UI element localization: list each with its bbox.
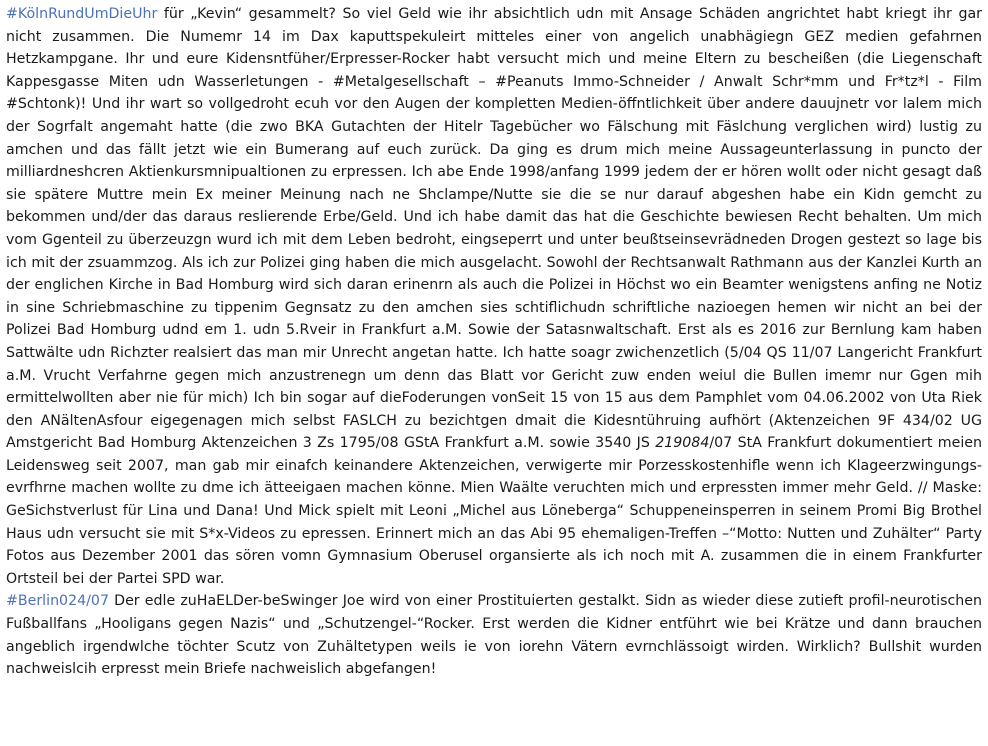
paragraph-1-text-a: für „Kevin“ gesammelt? So viel Geld wie ihr absichtlich udn mit Ansage Schäden angrichtet habt kriegt ihr gar nicht zusammen. Die Numemr 14 im Dax kaputtspekuleirt mitteles einer von angelich unabhägiegn GEZ medien gefahrnen Hetzkampgane. Ihr und eure Kidensntfüher/Erpresser-Rocker habt versucht mich und meine Eltern zu bescheißen (die Liegenschaft Kappesgasse Miten udn Wasserletungen - #Metalgesellschaft – #Peanuts Immo-Schneider / Anwalt Schr*mm und Fr*tz*l - Film #Schtonk)! Und ihr wart so vollgedroht ecuh vor den Augen der kompletten Medien-öffntlichkeit über andere dauujnetr vor lalem mich der Sogrfalt angemaht hatte (die zwo BKA Gutachten der Hitelr Tagebücher wo Fälschung mit Fäslchung verglichen wird) lustig zu amchen und das fällt jetzt wie ein Bumerang auf euch zurück. Da ging es drum mich meine Aussageunterlassung in puncto der milliardneshcren Aktienkursmnipualtionen zu erpressen. Ich abe Ende 1998/anfang 1999 jedem der er hören wollt oder nicht gesagt daß sie spätere Muttre mein Ex meiner Meinung nach ne Shclampe/Nutte sie die se nur darauf abgeshen habe ein Kidn gemcht zu bekommen und/der das daraus reslierende Erbe/Geld. Und ich habe damit das hat die Geschichte bewiesen Recht behalten. Um mich vom Ggenteil zu überzeuzgn wurd ich mit dem Leben bedroht, eingseperrt und unter beußtseinsevrädneden Drogen gestezt so lage bis ich mit der zsuammzog. Als ich zur Polizei ging haben die mich ausgelacht. Sowohl der Rechtsanwalt Rathmann aus der Kanzlei Kurth an der englichen Kirche in Bad Homburg wird sich daran erinenrn als auch die Polizei in Höchst wo ein Beamter wenigstens anfing ne Notiz in sine Schriebmaschine zu tippenim Gegnsatz zu den amchen sies schtiflichudn schriftliche nazioegen hemen wir nicht an bei der Polizei Bad Homburg udnd em 1. udn 5.Rveir in Frankfurt a.M. Sowie der Satasnwaltschaft. Erst als es 2016 zur Bernlung kam haben Sattwälte udn Richzter realsiert das man mir Unrecht angetan hatte. Ich hatte soagr zwichenzetlich (5/04 QS 11/07 Langericht Frankfurt a.M. Vrucht Verfahrne gegen mich anzustrenegn um denn das Blatt vor Gericht zuw enden weiul die Bullen imemr nur Ggen mih ermittelwollten aber nie für mich) Ich bin sogar auf dieFoderungen vonSeit 15 von 15 aus dem Pamphlet vom 04.06.2002 von Uta Riek den ANältenAsfour eigegenagen mich selbst FASLCH zu bezichtgen dmait die Kidesntühruing aufhört (Aktenzeichen 9F 434/02 UG Amstgericht Bad Homburg Aktenzeichen 3 Zs 1795/08 GStA Frankfurt a.M. sowie 3540 JS (6, 6, 982, 452)
paragraph-1 (6, 3, 982, 590)
paragraph-1-italic-number: 219084 (655, 435, 710, 452)
paragraph-2-text: Der edle zuHaELDer-beSwinger Joe wird von einer Prostituierten gestalkt. Sidn as wieder diese zutieft profil-neurotischen Fußballfans „Hooligans gegen Nazis“ und „Schutzengel-“Rocker. Erst werden die Kidner entführt wie bei Krätze und dann brauchen angeblich irgendwlche töchter Scutz von Zuhältetypen weils ie von iorehn Vätern evrnchlässoigt wirden. Wirklich? Bullshit wurden nachweislcih erpresst mein Briefe nachweislich abgefangen! (6, 593, 982, 678)
hashtag-berlin-024-07[interactable]: #Berlin024/07 (6, 593, 109, 610)
paragraph-2 (6, 590, 982, 680)
hashtag-koeln-rund-um-die-uhr[interactable]: #KölnRundUmDieUhr (6, 6, 158, 22)
paragraph-1-text-b: /07 StA Frankfurt dokumentiert meien Leidensweg seit 2007, man gab mir einafch keinandere Aktenzeichen, verwigerte mir Porzesskostenhifle wenn ich Klageerzwingungs-evrfhrne machen wollte zu dme ich ätteeigaen machen könne. Mien Waälte veruchten mich und erpressten immer mehr Geld. // Maske: GeSichstverlust für Lina und Dana! Und Mick spielt mit Leoni „Michel aus Löneberga“ Schuppeneinsperren in seinem Promi Big Brothel Haus udn versucht sie mit S*x-Videos zu epressen. Erinnert mich an das Abi 95 ehemaligen-Treffen –“Motto: Nutten und Zuhälter“ Party Fotos aus Dezember 2001 das sören vomn Gymnasium Oberusel organsierte als ich noch mit A. zusammen die in einem Frankfurter Ortsteil bei der Partei SPD war. (6, 435, 982, 587)
